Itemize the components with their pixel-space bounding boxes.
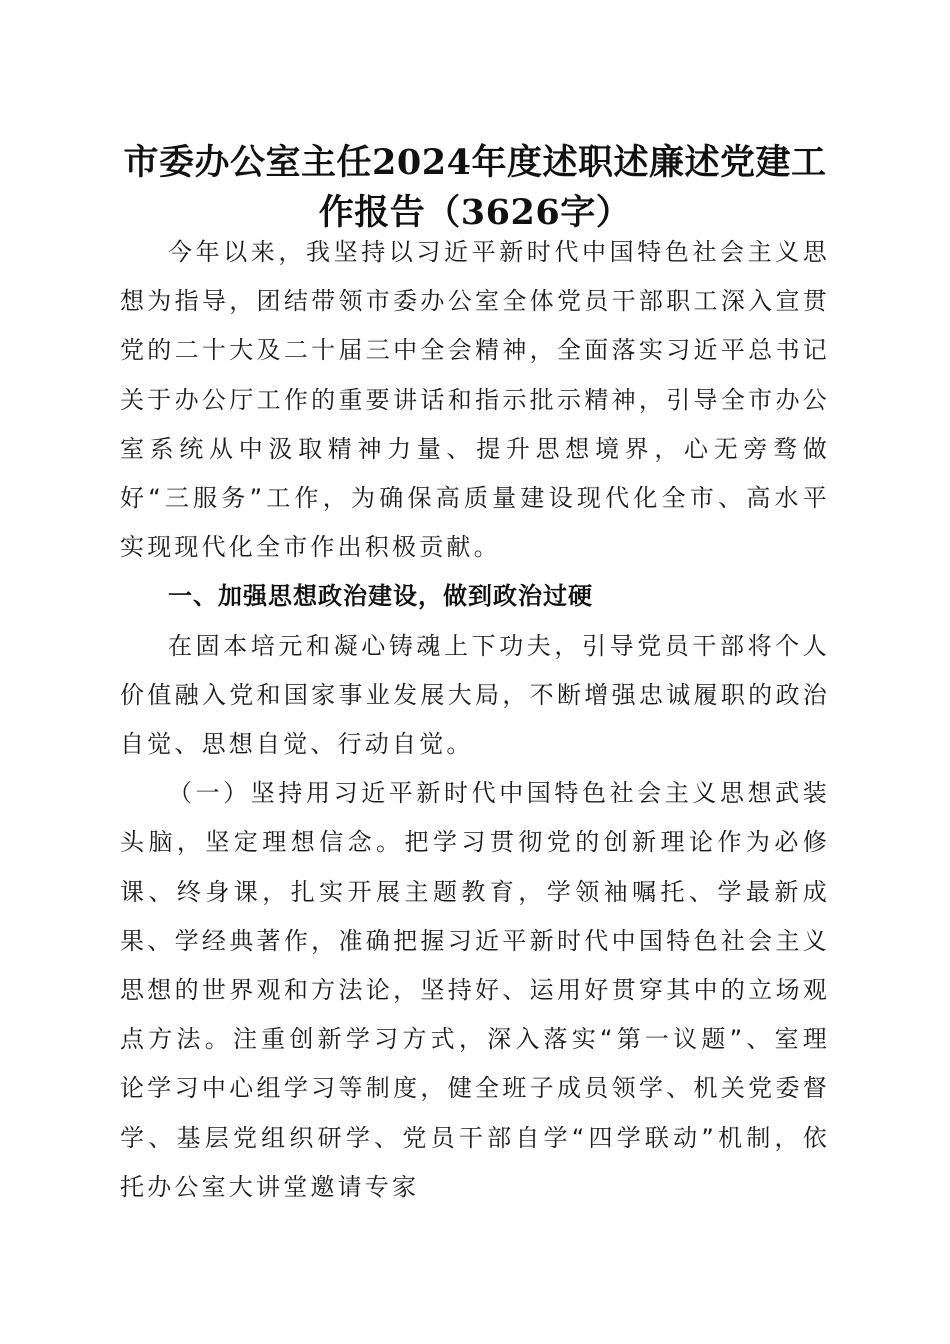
section-1-sub-1-paragraph: （一）坚持用习近平新时代中国特色社会主义思想武装头脑，坚定理想信念。把学习贯彻党的创新理论作为必修课、终身课，扎实开展主题教育，学领袖嘱托、学最新成果、学经典著作，准确把握习近平新时代中国特色社会主义思想的世界观和方法论，坚持好、运用好贯穿其中的立场观点方法。注重创新学习方式，深入落实“第一议题”、室理论学习中心组学习等制度，健全班子成员领学、机关党委督学、基层党组织研学、党员干部自学“四学联动”机制，依托办公室大讲堂邀请专家 (120, 779, 830, 1201)
section-1-lead-paragraph: 在固本培元和凝心铸魂上下功夫，引导党员干部将个人价值融入党和国家事业发展大局，不断增强忠诚履职的政治自觉、思想自觉、行动自觉。 (120, 631, 830, 759)
document-title (110, 138, 840, 238)
document-body (120, 228, 830, 1212)
title-line-1: 市委办公室主任2024年度述职述廉述党建工 (123, 142, 827, 183)
intro-paragraph: 今年以来，我坚持以习近平新时代中国特色社会主义思想为指导，团结带领市委办公室全体党员干部职工深入宣贯党的二十大及二十届三中全会精神，全面落实习近平总书记关于办公厅工作的重要讲话和指示批示精神，引导全市办公室系统从中汲取精神力量、提升思想境界，心无旁骛做好“三服务”工作，为确保高质量建设现代化全市、高水平实现现代化全市作出积极贡献。 (120, 238, 830, 562)
title-line-2: 作报告（3626字） (318, 192, 632, 233)
section-1-heading: 一、加强思想政治建设，做到政治过硬 (168, 582, 593, 611)
